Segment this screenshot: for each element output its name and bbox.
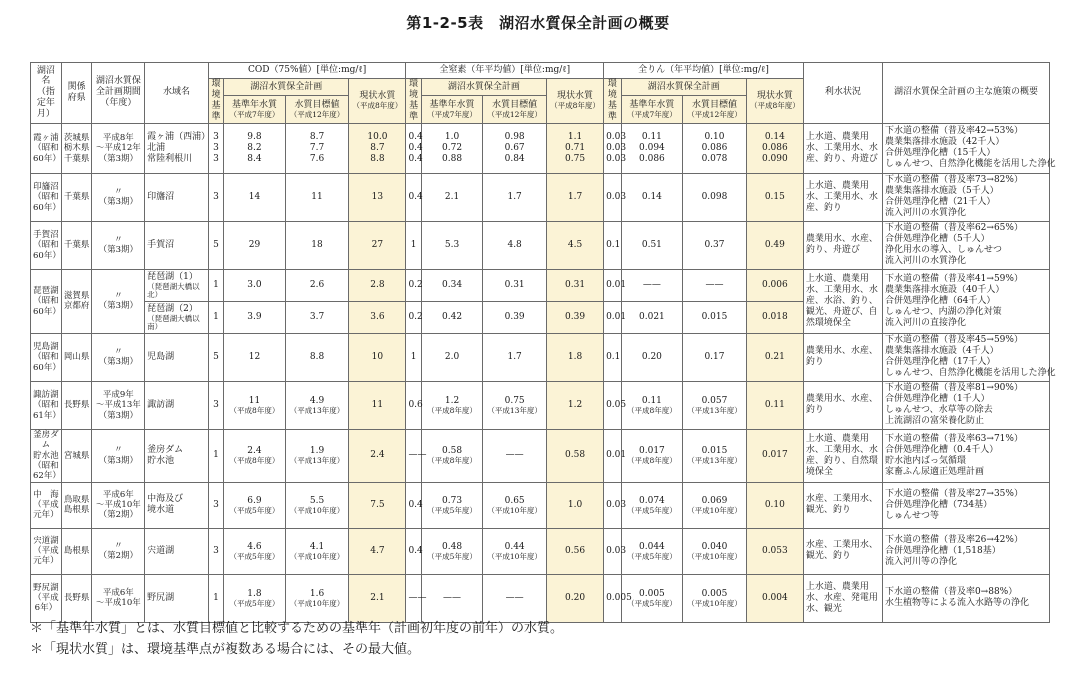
cod-current-value: 2.8 [349,269,406,301]
water-usage: 上水道、農業用水、工業用水、水産、釣り、舟遊び [803,123,882,173]
table-row [31,333,1050,381]
tp-current-value: 0.21 [746,333,803,381]
cod-current-value: 10.0 8.7 8.8 [349,123,406,173]
footnotes [30,618,563,660]
tn-base-value: 0.48 （平成5年度） [421,528,482,574]
cod-standard: 1 [208,301,223,333]
cod-standard: 1 [208,574,223,622]
plan-measures: 下水道の整備（普及率27→35%） 合併処理浄化槽（734基） しゅんせつ等 [882,482,1049,528]
tn-standard: 0.2 [406,269,421,301]
plan-measures: 下水道の整備（普及率0→88%） 水生植物等による流入水路等の浄化 [882,574,1049,622]
tn-current-value: 0.56 [546,528,603,574]
tp-current-value: 0.006 [746,269,803,301]
tp-base-value: 0.017 （平成8年度） [621,429,682,482]
tn-current-value: 0.58 [546,429,603,482]
tp-target-value: —— [683,269,747,301]
tn-base-value: 0.58 （平成8年度） [421,429,482,482]
plan-period: 〃 （第3期） [92,429,145,482]
tp-target-value: 0.040 （平成10年度） [683,528,747,574]
header-cod-base: 基準年水質 （平成7年度） [224,96,285,123]
header-tn-plan: 湖沼水質保全計画 [421,79,546,96]
header-area: 水域名 [145,63,209,124]
cod-current-value: 2.4 [349,429,406,482]
plan-period: 平成6年 ～平成10年 （第2期） [92,482,145,528]
tn-target-value: 0.44 （平成10年度） [483,528,547,574]
water-usage: 水産、工業用水、観光、釣り [803,482,882,528]
cod-target-value: 1.6 （平成10年度） [285,574,349,622]
header-pref: 関係府県 [61,63,92,124]
cod-standard: 3 [208,528,223,574]
tp-current-value: 0.14 0.086 0.090 [746,123,803,173]
cod-base-value: 4.6 （平成5年度） [224,528,285,574]
tn-target-value: 0.39 [483,301,547,333]
tp-standard: 0.05 [604,381,622,429]
table-row [31,574,1050,622]
tp-current-value: 0.10 [746,482,803,528]
water-usage: 農業用水、水産、釣り [803,381,882,429]
header-tp-group: 全りん（年平均値）[単位:mg/ℓ] [604,63,804,79]
tp-base-value: 0.14 [621,173,682,221]
tp-base-value: 0.51 [621,221,682,269]
cod-target-value: 2.6 [285,269,349,301]
tn-target-value: —— [483,429,547,482]
cod-standard: 1 [208,429,223,482]
cod-target-value: 1.9 （平成13年度） [285,429,349,482]
water-area: 宍道湖 [145,528,209,574]
cod-standard: 3 3 3 [208,123,223,173]
lake-name: 手賀沼 （昭和 60年） [31,221,62,269]
tp-base-value: 0.11 0.094 0.086 [621,123,682,173]
cod-current-value: 2.1 [349,574,406,622]
water-usage: 上水道、農業用水、水産、発電用水、観光 [803,574,882,622]
header-tn-cur: 現状水質 （平成8年度） [546,79,603,124]
tp-base-value: —— [621,269,682,301]
cod-base-value: 1.8 （平成5年度） [224,574,285,622]
cod-target-value: 4.9 （平成13年度） [285,381,349,429]
tp-current-value: 0.11 [746,381,803,429]
cod-base-value: 29 [224,221,285,269]
header-tp-target: 水質目標値 （平成12年度） [683,96,747,123]
cod-target-value: 11 [285,173,349,221]
cod-standard: 5 [208,221,223,269]
tn-current-value: 1.2 [546,381,603,429]
footnote-base: ＊「基準年水質」とは、水質目標値と比較するための基準年（計画初年度の前年）の水質。 [30,621,564,636]
tn-target-value: 0.75 （平成13年度） [483,381,547,429]
tp-standard: 0.1 [604,221,622,269]
tn-current-value: 0.39 [546,301,603,333]
plan-period: 〃 （第3期） [92,333,145,381]
header-lake: 湖沼名（指定年月） [31,63,62,124]
tn-base-value: 0.34 [421,269,482,301]
cod-target-value: 5.5 （平成10年度） [285,482,349,528]
tn-base-value: 2.0 [421,333,482,381]
prefecture: 長野県 [61,381,92,429]
cod-base-value: 9.8 8.2 8.4 [224,123,285,173]
cod-current-value: 13 [349,173,406,221]
cod-base-value: 3.0 [224,269,285,301]
tn-standard: 0.4 [406,528,421,574]
header-tp-cur: 現状水質 （平成8年度） [746,79,803,124]
tn-base-value: 1.0 0.72 0.88 [421,123,482,173]
table-row [31,123,1050,173]
prefecture: 岡山県 [61,333,92,381]
header-measures: 湖沼水質保全計画の主な施策の概要 [882,63,1049,124]
tn-base-value: 2.1 [421,173,482,221]
page-title: 第1-2-5表 湖沼水質保全計画の概要 [406,14,670,32]
tp-current-value: 0.004 [746,574,803,622]
cod-standard: 5 [208,333,223,381]
lake-plan-table [30,62,1056,623]
prefecture: 長野県 [61,574,92,622]
cod-current-value: 7.5 [349,482,406,528]
tn-current-value: 1.8 [546,333,603,381]
plan-measures: 下水道の整備（普及率63→71%） 合併処理浄化槽（0.4千人） 貯水池内ばっ気循環 家畜ふん尿適正処理計画 [882,429,1049,482]
prefecture: 滋賀県 京都府 [61,269,92,333]
cod-standard: 3 [208,173,223,221]
table-row [31,173,1050,221]
tp-target-value: 0.098 [683,173,747,221]
tn-standard: 0.4 [406,173,421,221]
cod-standard: 3 [208,482,223,528]
lake-name: 児島湖 （昭和 60年） [31,333,62,381]
tp-current-value: 0.053 [746,528,803,574]
plan-measures: 下水道の整備（普及率62→65%） 合併処理浄化槽（5千人） 浄化用水の導入、しゅんせつ 流入河川の水質浄化 [882,221,1049,269]
cod-target-value: 8.8 [285,333,349,381]
cod-target-value: 8.7 7.7 7.6 [285,123,349,173]
tn-standard: 1 [406,221,421,269]
tp-standard: 0.03 [604,528,622,574]
header-tn-target: 水質目標値 （平成12年度） [483,96,547,123]
tn-standard: 0.4 [406,482,421,528]
tn-standard: 0.6 [406,381,421,429]
tn-current-value: 1.0 [546,482,603,528]
tp-base-value: 0.044 （平成5年度） [621,528,682,574]
plan-period: 平成8年 ～平成12年 （第3期） [92,123,145,173]
header-cod-cur: 現状水質 （平成8年度） [349,79,406,124]
header-cod-group: COD（75%値）[単位:mg/ℓ] [208,63,406,79]
prefecture: 鳥取県 島根県 [61,482,92,528]
lake-name: 諏訪湖 （昭和 61年） [31,381,62,429]
tn-current-value: 0.31 [546,269,603,301]
water-usage: 上水道、農業用水、工業用水、水産、釣り [803,173,882,221]
cod-standard: 3 [208,381,223,429]
table-row [31,221,1050,269]
header-tp-plan: 湖沼水質保全計画 [621,79,746,96]
tp-target-value: 0.005 （平成10年度） [683,574,747,622]
tp-target-value: 0.069 （平成10年度） [683,482,747,528]
tn-target-value: 0.65 （平成10年度） [483,482,547,528]
tn-target-value: 4.8 [483,221,547,269]
header-tp-std: 環境基準 [604,79,622,124]
water-area: 諏訪湖 [145,381,209,429]
plan-measures: 下水道の整備（普及率45→59%） 農業集落排水施設（4千人） 合併処理浄化槽（17千人） しゅんせつ、自然浄化機能を活用した浄化 [882,333,1049,381]
tp-standard: 0.1 [604,333,622,381]
lake-name: 中 海 （平成 元年） [31,482,62,528]
tp-standard: 0.01 [604,429,622,482]
header-cod-target: 水質目標値 （平成12年度） [285,96,349,123]
plan-measures: 下水道の整備（普及率73→82%） 農業集落排水施設（5千人） 合併処理浄化槽（21千人） 流入河川の水質浄化 [882,173,1049,221]
water-usage: 上水道、農業用水、工業用水、水産、水浴、釣り、観光、舟遊び、自然環境保全 [803,269,882,333]
table-row [31,482,1050,528]
plan-period: 〃 （第3期） [92,173,145,221]
header-usage: 利水状況 [803,63,882,124]
tn-current-value: 4.5 [546,221,603,269]
cod-target-value: 3.7 [285,301,349,333]
water-area: 霞ヶ浦（西浦） 北浦 常陸利根川 [145,123,209,173]
water-usage: 農業用水、水産、釣り、舟遊び [803,221,882,269]
water-area: 琵琶湖（2） （琵琶湖大橋以南） [145,301,209,333]
cod-base-value: 3.9 [224,301,285,333]
tn-target-value: 0.98 0.67 0.84 [483,123,547,173]
lake-name: 野尻湖 （平成 6年） [31,574,62,622]
plan-measures: 下水道の整備（普及率42→53%） 農業集落排水施設（42千人） 合併処理浄化槽（15千人） しゅんせつ、自然浄化機能を活用した浄化 [882,123,1049,173]
tn-base-value: 0.42 [421,301,482,333]
cod-base-value: 12 [224,333,285,381]
tn-base-value: 5.3 [421,221,482,269]
cod-base-value: 6.9 （平成5年度） [224,482,285,528]
tp-current-value: 0.018 [746,301,803,333]
tp-base-value: 0.021 [621,301,682,333]
header-cod-std: 環境基準 [208,79,223,124]
tp-current-value: 0.017 [746,429,803,482]
tp-base-value: 0.074 （平成5年度） [621,482,682,528]
table-row [31,269,1050,301]
table-row [31,429,1050,482]
prefecture: 千葉県 [61,173,92,221]
lake-name: 宍道湖 （平成 元年） [31,528,62,574]
header-tn-group: 全窒素（年平均値）[単位:mg/ℓ] [406,63,604,79]
plan-period: 平成9年 ～平成13年 （第3期） [92,381,145,429]
table-body [31,123,1056,622]
table-row [31,381,1050,429]
tn-standard: —— [406,574,421,622]
plan-period: 〃 （第2期） [92,528,145,574]
water-area: 児島湖 [145,333,209,381]
tn-target-value: 0.31 [483,269,547,301]
tn-base-value: —— [421,574,482,622]
tp-target-value: 0.015 （平成13年度） [683,429,747,482]
lake-name: 釜房ダム 貯水池 （昭和 62年） [31,429,62,482]
prefecture: 茨城県 栃木県 千葉県 [61,123,92,173]
plan-measures: 下水道の整備（普及率41→59%） 農業集落排水施設（40千人） 合併処理浄化槽（64千人） しゅんせつ、内湖の浄化対策 流入河川の直接浄化 [882,269,1049,333]
cod-current-value: 3.6 [349,301,406,333]
plan-measures: 下水道の整備（普及率81→90%） 合併処理浄化槽（1千人） しゅんせつ、水草等の除去 上流湖沼の富栄養化防止 [882,381,1049,429]
footnote-current: ＊「現状水質」は、環境基準点が複数ある場合には、その最大値。 [30,642,421,657]
lake-name: 霞ヶ浦 （昭和 60年） [31,123,62,173]
water-area: 中海及び 境水道 [145,482,209,528]
plan-period: 〃 （第3期） [92,269,145,333]
tp-target-value: 0.37 [683,221,747,269]
water-area: 琵琶湖（1） （琵琶湖大橋以北） [145,269,209,301]
cod-current-value: 4.7 [349,528,406,574]
tn-standard: 1 [406,333,421,381]
tp-standard: 0.03 0.03 0.03 [604,123,622,173]
tp-standard: 0.01 [604,269,622,301]
cod-current-value: 11 [349,381,406,429]
cod-base-value: 11 （平成8年度） [224,381,285,429]
cod-base-value: 14 [224,173,285,221]
tn-standard: —— [406,429,421,482]
plan-measures: 下水道の整備（普及率26→42%） 合併処理浄化槽（1,518基） 流入河川等の浄化 [882,528,1049,574]
tp-base-value: 0.20 [621,333,682,381]
tp-base-value: 0.11 （平成8年度） [621,381,682,429]
plan-period: 平成6年 ～平成10年 [92,574,145,622]
tp-standard: 0.01 [604,301,622,333]
water-usage: 水産、工業用水、観光、釣り [803,528,882,574]
prefecture: 島根県 [61,528,92,574]
water-area: 釜房ダム 貯水池 [145,429,209,482]
header-tn-base: 基準年水質 （平成7年度） [421,96,482,123]
cod-target-value: 18 [285,221,349,269]
tn-target-value: —— [483,574,547,622]
lake-name: 印旛沼 （昭和 60年） [31,173,62,221]
table-row [31,528,1050,574]
prefecture: 千葉県 [61,221,92,269]
water-usage: 農業用水、水産、釣り [803,333,882,381]
cod-base-value: 2.4 （平成8年度） [224,429,285,482]
tp-base-value: 0.005 （平成5年度） [621,574,682,622]
tp-target-value: 0.015 [683,301,747,333]
water-usage: 上水道、農業用水、工業用水、水産、釣り、自然環境保全 [803,429,882,482]
cod-standard: 1 [208,269,223,301]
tn-current-value: 0.20 [546,574,603,622]
water-area: 野尻湖 [145,574,209,622]
header-cod-plan: 湖沼水質保全計画 [224,79,349,96]
prefecture: 宮城県 [61,429,92,482]
tp-standard: 0.03 [604,173,622,221]
cod-target-value: 4.1 （平成10年度） [285,528,349,574]
water-area: 手賀沼 [145,221,209,269]
tn-target-value: 1.7 [483,333,547,381]
plan-period: 〃 （第3期） [92,221,145,269]
tp-target-value: 0.17 [683,333,747,381]
tn-target-value: 1.7 [483,173,547,221]
tp-standard: 0.03 [604,482,622,528]
header-tn-std: 環境基準 [406,79,421,124]
lake-name: 琵琶湖 （昭和 60年） [31,269,62,333]
tn-current-value: 1.7 [546,173,603,221]
header-period: 湖沼水質保全計画期間（年度） [92,63,145,124]
tn-base-value: 0.73 （平成5年度） [421,482,482,528]
tp-current-value: 0.49 [746,221,803,269]
tn-base-value: 1.2 （平成8年度） [421,381,482,429]
header-tp-base: 基準年水質 （平成7年度） [621,96,682,123]
tp-target-value: 0.057 （平成13年度） [683,381,747,429]
tp-standard: 0.005 [604,574,622,622]
cod-current-value: 10 [349,333,406,381]
tn-standard: 0.4 0.4 0.4 [406,123,421,173]
tn-standard: 0.2 [406,301,421,333]
tp-target-value: 0.10 0.086 0.078 [683,123,747,173]
water-area: 印旛沼 [145,173,209,221]
tp-current-value: 0.15 [746,173,803,221]
tn-current-value: 1.1 0.71 0.75 [546,123,603,173]
cod-current-value: 27 [349,221,406,269]
